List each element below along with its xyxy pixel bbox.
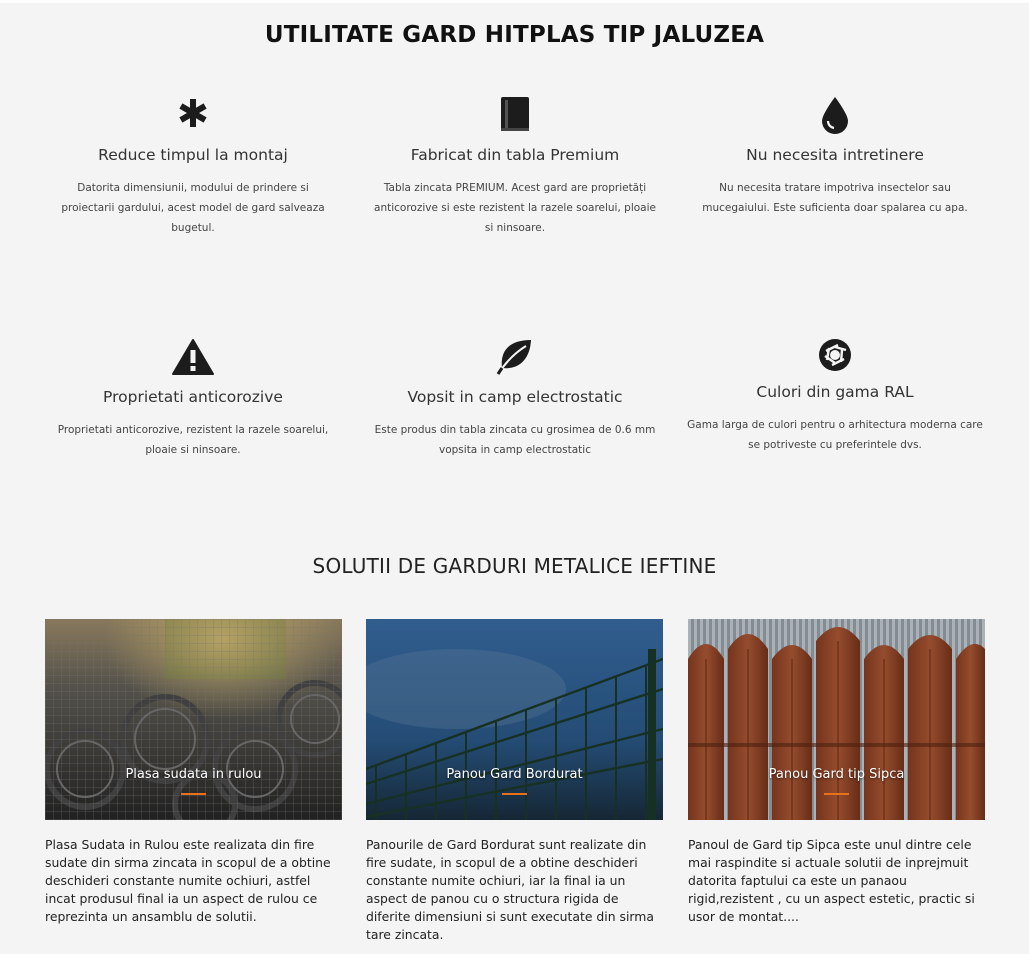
card-image-panel-fence[interactable] <box>366 619 663 820</box>
feature-text: Proprietati anticorozive, rezistent la razele soarelui, ploaie si ninsoare. <box>57 424 329 456</box>
feature-intretinere <box>685 96 985 218</box>
card-image-wire-rolls[interactable] <box>45 619 342 820</box>
aperture-icon <box>685 338 985 373</box>
feature-title: Culori din gama RAL <box>756 383 914 401</box>
card-panou-bordurat[interactable] <box>366 619 663 944</box>
feature-culori <box>685 338 985 455</box>
feature-fabricat <box>365 96 665 238</box>
section-title-solutii: SOLUTII DE GARDURI METALICE IEFTINE <box>312 554 717 578</box>
card-caption[interactable]: Panou Gard Bordurat <box>446 767 583 782</box>
card-caption[interactable]: Panou Gard tip Sipca <box>768 767 905 782</box>
card-plasa-sudata[interactable] <box>45 619 342 926</box>
feature-title: Fabricat din tabla Premium <box>410 146 620 164</box>
card-text: Panourile de Gard Bordurat sunt realizate din fire sudate, in scopul de a obtine deschideri constante numite ochiuri, iar la final ia un aspect de panou cu o structura rigida de diferite dimensiuni si sunt executate din sirma tare zincata. <box>366 837 654 942</box>
drop-icon <box>685 96 985 136</box>
feature-text: Este produs din tabla zincata cu grosimea de 0.6 mm vopsita in camp electrostatic <box>374 424 656 456</box>
feature-title: Reduce timpul la montaj <box>98 146 288 164</box>
caption-underline <box>824 793 849 795</box>
warning-icon <box>43 338 343 378</box>
feature-text: Tabla zincata PREMIUM. Acest gard are proprietăți anticorozive si este rezistent la razele soarelui, ploaie si ninsoare. <box>374 182 656 234</box>
card-panou-sipca[interactable] <box>688 619 985 926</box>
card-text: Panoul de Gard tip Sipca este unul dintre cele mai raspindite si actuale solutii de inprejmuit datorita faptului ca este un panaou rigid,rezistent , cu un aspect estetic, practic si usor de montat.... <box>688 837 975 924</box>
feature-title: Vopsit in camp electrostatic <box>407 388 623 406</box>
feature-title: Nu necesita intretinere <box>746 146 924 164</box>
asterisk-icon <box>43 96 343 136</box>
section-title-utilitate: UTILITATE GARD HITPLAS TIP JALUZEA <box>264 22 765 48</box>
feature-title: Proprietati anticorozive <box>103 388 283 406</box>
feature-text: Nu necesita tratare impotriva insectelor sau mucegaiului. Este suficienta doar spalarea cu apa. <box>702 182 968 214</box>
card-image-picket-fence[interactable] <box>688 619 985 820</box>
card-text: Plasa Sudata in Rulou este realizata din fire sudate din sirma zincata in scopul de a obtine deschideri constante numite ochiuri, astfel incat produsul final ia un aspect de rulou ce reprezinta un ansamblu de solutii. <box>45 837 331 924</box>
card-caption[interactable]: Plasa sudata in rulou <box>125 767 262 782</box>
leaf-icon <box>365 338 665 378</box>
caption-underline <box>502 793 527 795</box>
feature-text: Datorita dimensiunii, modului de prindere si proiectarii gardului, acest model de gard salveaza bugetul. <box>61 182 325 234</box>
book-icon <box>365 96 665 136</box>
feature-anticorozive <box>43 338 343 460</box>
top-divider <box>0 0 1029 3</box>
feature-reduce-timpul <box>43 96 343 238</box>
feature-text: Gama larga de culori pentru o arhitectura moderna care se potriveste cu preferintele dvs. <box>687 419 983 451</box>
caption-underline <box>181 793 206 795</box>
feature-vopsit <box>365 338 665 460</box>
